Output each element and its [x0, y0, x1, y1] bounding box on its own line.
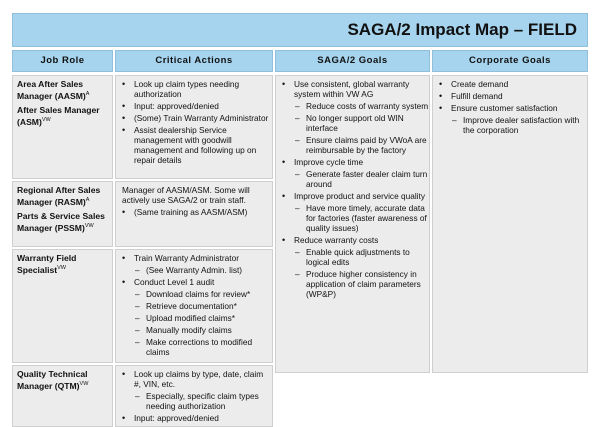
role-sup: VW [84, 222, 94, 229]
role-sup: VW [79, 381, 89, 387]
slide [12, 13, 588, 423]
action-item: • Input: approved/denied [116, 413, 272, 423]
goal-item: • Create demand [433, 79, 587, 89]
action-item: • Look up claims by type, date, claim #, VIN, etc. [116, 369, 272, 389]
header-corporate-goals: Corporate Goals [432, 50, 588, 72]
role-name [17, 79, 108, 101]
job-role-wfs [12, 249, 113, 363]
goal-subitem: – Enable quick adjustments to logical edits [276, 247, 429, 267]
role-text: Parts & Service Sales Manager (PSSM) [17, 210, 105, 233]
role-name [17, 211, 108, 233]
role-name [17, 185, 108, 207]
goal-item: • Ensure customer satisfaction [433, 103, 587, 113]
actions-wfs [115, 249, 273, 363]
actions-qtm [115, 365, 273, 427]
goal-subitem: – Produce higher consistency in application of claim parameters (WP&P) [276, 269, 429, 299]
role-sup: VW [41, 116, 51, 123]
action-subitem: – Especially, specific claim types needing authorization [116, 391, 272, 411]
header-critical-actions: Critical Actions [115, 50, 273, 72]
actions-aasm [115, 75, 273, 179]
job-role-aasm [12, 75, 113, 179]
role-text: After Sales Manager (ASM) [17, 104, 100, 127]
action-item: • Input: approved/denied [116, 101, 272, 111]
role-sup: A [85, 197, 90, 203]
action-subitem: – Upload modified claims* [116, 313, 272, 323]
action-text: Manager of AASM/ASM. Some will actively use SAGA/2 or train staff. [122, 185, 250, 205]
goal-item: • Use consistent, global warranty system within VW AG [276, 79, 429, 99]
goal-item: • Improve cycle time [276, 157, 429, 167]
saga-goals-column [275, 75, 430, 373]
actions-rasm [115, 181, 273, 247]
goal-item: • Fulfill demand [433, 91, 587, 101]
action-subitem: – Manually modify claims [116, 325, 272, 335]
action-subitem: – Retrieve documentation* [116, 301, 272, 311]
role-sup: A [85, 91, 90, 97]
action-item: • Assist dealership Service management with goodwill management and following up on repair details [116, 125, 272, 165]
header-job-role: Job Role [12, 50, 113, 72]
goal-subitem: – Generate faster dealer claim turn around [276, 169, 429, 189]
role-sup: VW [57, 265, 66, 271]
role-text: Area After Sales Manager (AASM) [17, 79, 86, 101]
action-item: • Conduct Level 1 audit [116, 277, 272, 287]
goal-subitem: – Improve dealer satisfaction with the corporation [433, 115, 587, 135]
goal-item: • Improve product and service quality [276, 191, 429, 201]
header-saga-goals: SAGA/2 Goals [275, 50, 430, 72]
goal-item: • Reduce warranty costs [276, 235, 429, 245]
role-text: Quality Technical Manager (QTM) [17, 369, 88, 391]
goal-subitem: – Reduce costs of warranty system [276, 101, 429, 111]
job-role-rasm [12, 181, 113, 247]
goal-subitem: – Have more timely, accurate data for factories (faster awareness of quality issues) [276, 203, 429, 233]
role-text: Regional After Sales Manager (RASM) [17, 185, 101, 207]
action-item: • (Some) Train Warranty Administrator [116, 113, 272, 123]
action-item: • Look up claim types needing authorization [116, 79, 272, 99]
action-subitem: – Download claims for review* [116, 289, 272, 299]
role-name [17, 369, 108, 391]
action-subitem: – Make corrections to modified claims [116, 337, 272, 357]
role-name [17, 105, 108, 127]
action-item: • Train Warranty Administrator [116, 253, 272, 263]
action-item: • (Same training as AASM/ASM) [116, 207, 272, 217]
role-name [17, 253, 108, 275]
title-bar [12, 13, 588, 47]
action-subitem: – (See Warranty Admin. list) [116, 265, 272, 275]
goal-subitem: – Ensure claims paid by VWoA are reimbursable by the factory [276, 135, 429, 155]
slide-title: SAGA/2 Impact Map – FIELD [347, 20, 577, 39]
job-role-qtm [12, 365, 113, 427]
corporate-goals-column [432, 75, 588, 373]
role-text: Warranty Field Specialist [17, 253, 77, 275]
goal-subitem: – No longer support old WIN interface [276, 113, 429, 133]
